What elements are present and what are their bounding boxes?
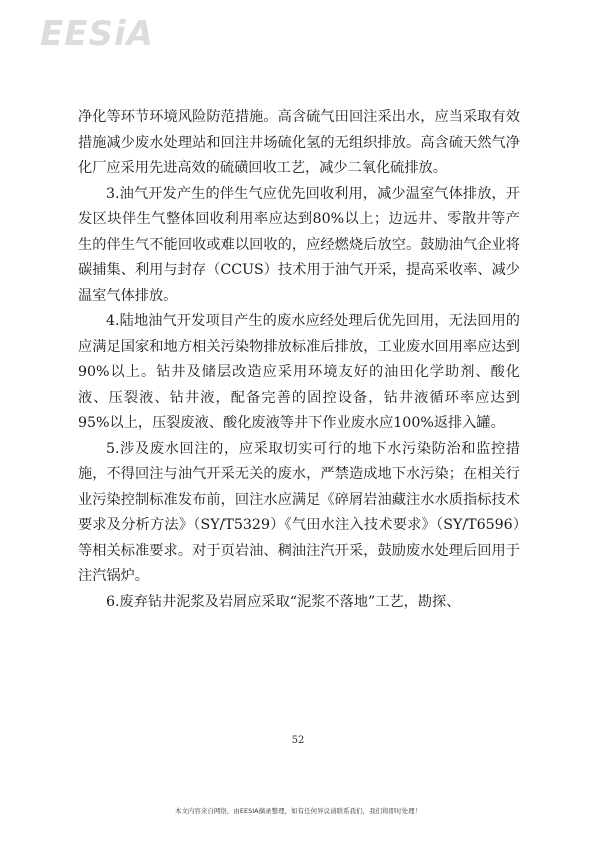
paragraph-item-4: 4.陆地油气开发项目产生的废水应经处理后优先回用，无法回用的应满足国家和地方相关污染物排放标准后排放，工业废水回用率应达到90%以上。钻井及储层改造应采用环境友好的油田化学助剂、酸化液、压裂液、钻井液，配备完善的固控设备，钻井液循环率应达到95%以上，压裂废液、酸化废液等井下作业废水应100%返排入罐。 xyxy=(78,313,520,431)
paragraph-continued: 净化等环节环境风险防范措施。高含硫气田回注采出水，应当采取有效措施减少废水处理站和回注井场硫化氢的无组织排放。高含硫天然气净化厂应采用先进高效的硫磺回收工艺，减少二氧化硫排放。 xyxy=(78,109,520,176)
paragraph-item-3: 3.油气开发产生的伴生气应优先回收利用，减少温室气体排放，开发区块伴生气整体回收利用率应达到80%以上；边远井、零散井等产生的伴生气不能回收或难以回收的，应经燃烧后放空。鼓励油气企业将碳捕集、利用与封存（CCUS）技术用于油气开采，提高采收率、减少温室气体排放。 xyxy=(78,185,520,304)
paragraph-item-5: 5.涉及废水回注的，应采取切实可行的地下水污染防治和监控措施，不得回注与油气开采无关的废水，严禁造成地下水污染；在相关行业污染控制标准发布前，回注水应满足《碎屑岩油藏注水水质指标技术要求及分析方法》（SY/T5329）《气田水注入技术要求》（SY/T6596）等相关标准要求。对于页岩油、稠油注汽开采，鼓励废水处理后回用于注汽锅炉。 xyxy=(78,440,520,584)
footer-disclaimer: 本文内容来自网络，由EESIA摘录整理，如有任何异议请联系我们，我们将即时处理！ xyxy=(174,807,422,815)
eesia-logo: EESiA xyxy=(40,14,154,54)
body-text xyxy=(78,105,520,615)
page-number: 52 xyxy=(291,735,305,746)
paragraph-item-6: 6.废弃钻井泥浆及岩屑应采取“泥浆不落地”工艺，勘探、 xyxy=(106,593,461,610)
